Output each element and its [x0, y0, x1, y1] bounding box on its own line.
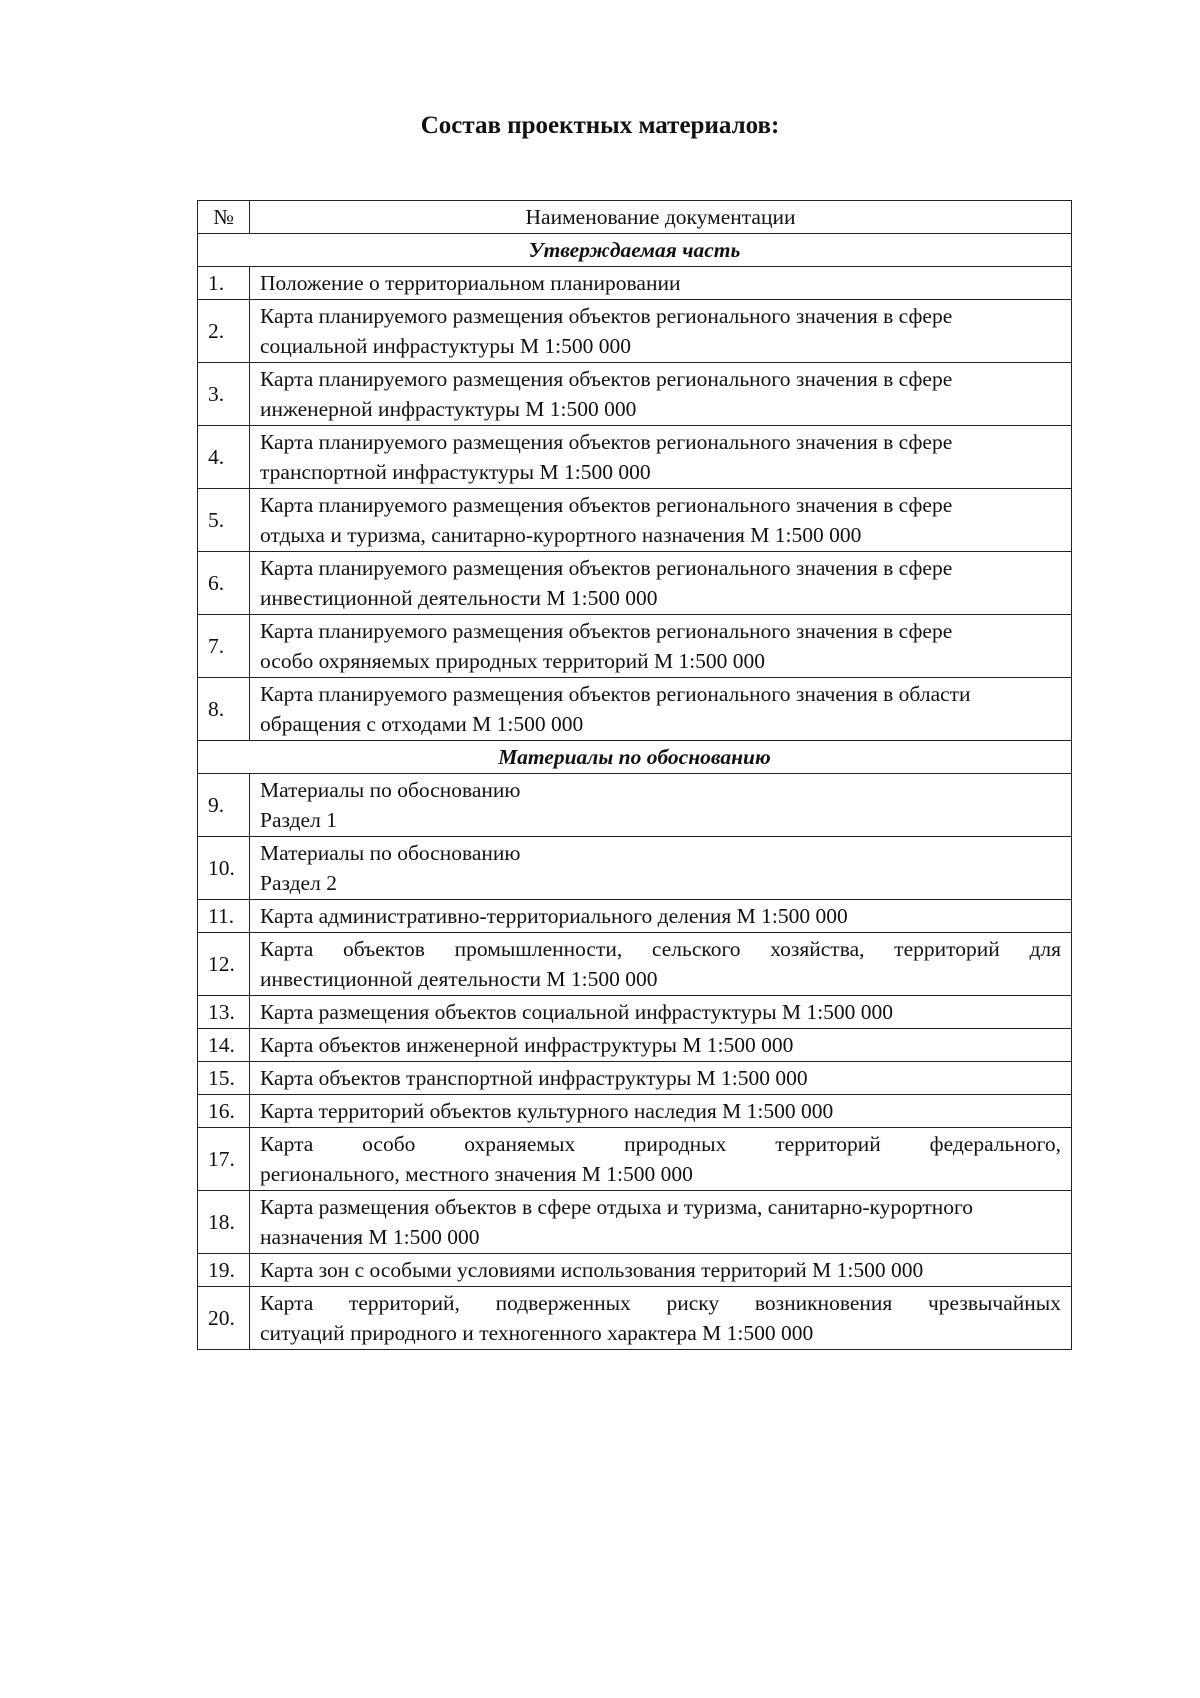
row-name-line: обращения с отходами М 1:500 000: [260, 712, 584, 736]
row-name-line: Положение о территориальном планировании: [260, 271, 681, 295]
row-name-line: Карта территорий, подверженных риску возникновения чрезвычайных: [260, 1291, 1061, 1315]
documentation-table: [197, 200, 1072, 1350]
row-number: 20.: [198, 1287, 250, 1350]
table-row: [198, 996, 1072, 1029]
table-row: [198, 1128, 1072, 1191]
row-name-line: Карта планируемого размещения объектов регионального значения в сфере: [260, 493, 953, 517]
row-name: [250, 837, 1072, 900]
section-title-justification: Материалы по обоснованию: [198, 741, 1072, 774]
row-number: 19.: [198, 1254, 250, 1287]
row-number: 10.: [198, 837, 250, 900]
row-name: [250, 426, 1072, 489]
table-row: [198, 1254, 1072, 1287]
row-name-line: назначения М 1:500 000: [260, 1225, 480, 1249]
row-name: [250, 1128, 1072, 1191]
row-name-line: Карта планируемого размещения объектов регионального значения в сфере: [260, 556, 953, 580]
row-name: [250, 489, 1072, 552]
row-name: [250, 1254, 1072, 1287]
row-number: 9.: [198, 774, 250, 837]
section-row-approved: [198, 234, 1072, 267]
row-name-line: отдыха и туризма, санитарно-курортного назначения М 1:500 000: [260, 523, 862, 547]
row-name-line: ситуаций природного и техногенного характера М 1:500 000: [260, 1321, 814, 1345]
row-name: [250, 1062, 1072, 1095]
row-name-line: инженерной инфрастуктуры М 1:500 000: [260, 397, 637, 421]
row-number: 16.: [198, 1095, 250, 1128]
section-title-approved: Утверждаемая часть: [198, 234, 1072, 267]
row-name-line: Карта объектов инженерной инфраструктуры М 1:500 000: [260, 1033, 794, 1057]
row-number: 13.: [198, 996, 250, 1029]
row-number: 12.: [198, 933, 250, 996]
row-name-line: Карта административно-территориального деления М 1:500 000: [260, 904, 848, 928]
table-row: [198, 774, 1072, 837]
row-number: 6.: [198, 552, 250, 615]
table-row: [198, 1029, 1072, 1062]
section-row-justification: [198, 741, 1072, 774]
row-name-line: Карта территорий объектов культурного наследия М 1:500 000: [260, 1099, 834, 1123]
column-header-number: №: [198, 201, 250, 234]
table-row: [198, 1095, 1072, 1128]
table-row: [198, 678, 1072, 741]
row-number: 2.: [198, 300, 250, 363]
row-name: [250, 1095, 1072, 1128]
row-name: [250, 933, 1072, 996]
row-name-line: инвестиционной деятельности М 1:500 000: [260, 967, 658, 991]
row-name: [250, 300, 1072, 363]
row-name-line: Раздел 1: [260, 808, 337, 832]
row-name-line: транспортной инфрастуктуры М 1:500 000: [260, 460, 651, 484]
table-row: [198, 426, 1072, 489]
row-name-line: Материалы по обоснованию: [260, 778, 521, 802]
row-name: [250, 900, 1072, 933]
row-number: 18.: [198, 1191, 250, 1254]
row-name-line: Карта планируемого размещения объектов регионального значения в сфере: [260, 619, 953, 643]
row-number: 7.: [198, 615, 250, 678]
row-name-line: особо охряняемых природных территорий М 1:500 000: [260, 649, 766, 673]
row-number: 5.: [198, 489, 250, 552]
row-name-line: социальной инфрастуктуры М 1:500 000: [260, 334, 632, 358]
row-number: 17.: [198, 1128, 250, 1191]
table-row: [198, 837, 1072, 900]
row-name: [250, 363, 1072, 426]
table-row: [198, 1287, 1072, 1350]
row-name-line: Карта планируемого размещения объектов регионального значения в сфере: [260, 367, 953, 391]
table-header-row: [198, 201, 1072, 234]
row-number: 8.: [198, 678, 250, 741]
table-row: [198, 267, 1072, 300]
table-row: [198, 615, 1072, 678]
table-row: [198, 900, 1072, 933]
row-name-line: Карта планируемого размещения объектов регионального значения в сфере: [260, 304, 953, 328]
row-name-line: Карта объектов промышленности, сельского хозяйства, территорий для: [260, 937, 1061, 961]
table-row: [198, 552, 1072, 615]
row-name-line: Карта объектов транспортной инфраструктуры М 1:500 000: [260, 1066, 808, 1090]
table-row: [198, 1062, 1072, 1095]
row-name: [250, 1029, 1072, 1062]
row-name-line: регионального, местного значения М 1:500 000: [260, 1162, 693, 1186]
row-name-line: Карта особо охраняемых природных территорий федерального,: [260, 1132, 1061, 1156]
page-title: Состав проектных материалов:: [420, 112, 780, 139]
row-name-line: Карта планируемого размещения объектов регионального значения в области: [260, 682, 971, 706]
row-name-line: Раздел 2: [260, 871, 337, 895]
row-number: 4.: [198, 426, 250, 489]
row-name-line: Карта размещения объектов социальной инфрастуктуры М 1:500 000: [260, 1000, 894, 1024]
row-name: [250, 678, 1072, 741]
row-number: 14.: [198, 1029, 250, 1062]
row-name: [250, 774, 1072, 837]
column-header-name: Наименование документации: [250, 201, 1072, 234]
table-row: [198, 1191, 1072, 1254]
row-name-line: инвестиционной деятельности М 1:500 000: [260, 586, 658, 610]
row-number: 15.: [198, 1062, 250, 1095]
table-row: [198, 933, 1072, 996]
row-name: [250, 615, 1072, 678]
row-name: [250, 996, 1072, 1029]
row-number: 1.: [198, 267, 250, 300]
table-row: [198, 300, 1072, 363]
row-name-line: Карта зон с особыми условиями использования территорий М 1:500 000: [260, 1258, 924, 1282]
row-name-line: Материалы по обоснованию: [260, 841, 521, 865]
table-row: [198, 363, 1072, 426]
row-name: [250, 267, 1072, 300]
table-row: [198, 489, 1072, 552]
row-name: [250, 1287, 1072, 1350]
row-name: [250, 1191, 1072, 1254]
row-name: [250, 552, 1072, 615]
row-name-line: Карта планируемого размещения объектов регионального значения в сфере: [260, 430, 953, 454]
row-number: 11.: [198, 900, 250, 933]
row-number: 3.: [198, 363, 250, 426]
row-name-line: Карта размещения объектов в сфере отдыха и туризма, санитарно-курортного: [260, 1195, 974, 1219]
